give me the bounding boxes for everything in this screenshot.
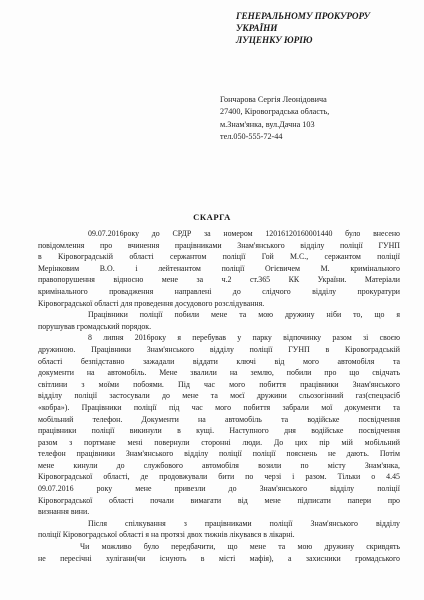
addressee-title: ГЕНЕРАЛЬНОМУ ПРОКУРОРУ [236,11,370,21]
body-line: Кіровоградської області почали вимагати від мене підписати папери про [38,495,400,505]
addressee-block [236,10,416,46]
body-line: разом з портмане мені повернули сторонні люди. До цих пір мій мобільний [38,437,400,447]
body-line: документи на автомобіль. Мене звалили на землю, побили про що свідчать [38,368,400,378]
body-line: Кіровоградської області для проведення досудового розслідування. [38,298,265,308]
sender-name: Гончарова Сергія Леонідовича [220,95,327,104]
body-line: мобільний телефон. Документи на автомобіль та водійське посвідчення [38,414,400,424]
body-line: правопорушення відносно мене за ч.2 ст.365 КК України. Матеріали [38,275,400,285]
body-line: дружиною. Працівники Знам'янського відділу поліції ГУНП в Кіровоградській [38,344,400,354]
body-line: Кіровоградської області, де продовжували бити по черзі і разом. Тільки о 4.45 [38,472,400,482]
body-line: 09.07.2016року до СРДР за номером 12016120160001440 було внесено [88,229,400,238]
body-line: 8 липня 2016року я перебував у парку відпочинку разом зі своєю [88,333,400,343]
document-title: СКАРГА [193,212,231,222]
body-line: Після спілкування з працівниками поліції Знам'янського відділу [88,518,400,528]
body-line: кримінального провадження направлені до слідчого відділу прокуратури [38,286,400,296]
body-line: «кобра»). Працівники поліції під час мого побиття забрали мої документи та [38,402,400,412]
sender-address-line-1: 27400, Кіровоградська область, [220,107,330,117]
body-line: світлини з моїми побоями. Під час мого побиття працівники Знам'янського [38,379,400,389]
body-line: мене кинули до службового автомобіля возили по місту Знам'янка, [38,460,400,470]
body-line: Мерінковим В.О. і лейтенантом поліції Огієвичем М. кримінального [38,263,400,273]
body-line: Чи можливо було передбачити, що мене та мою дружину скривдять [80,542,400,552]
sender-phone: тел.050-555-72-44 [220,132,283,142]
addressee-name: ЛУЦЕНКУ ЮРІЮ [236,35,313,45]
complaint-body [38,228,400,564]
body-line: в Кіровоградській області сержантом поліції Гой М.С., сержантом поліції [38,252,400,262]
body-line: працівники поліції викинули в кущі. Наступного дня водійське посвідчення [38,426,400,436]
body-line: відділу поліції застосували до мене та моєї дружини сльозогінний газ(спецзасіб [38,391,400,401]
body-line: Працівники поліції побили мене та мою дружину ніби то, що я [88,310,400,320]
body-line: повідомлення про вчинення працівниками Знам'янського відділу поліції ГУНП [38,240,400,250]
body-line: поліції Кіровоградської області я на протязі двох тижнів лікувався в лікарні. [38,530,295,540]
body-line: порушував громадський порядок. [38,321,152,331]
body-line: області безпідставно зажадали віддати ключі від мого автомобіля та [38,356,400,366]
body-line: не пересічні хулігани(чи існують в місті мафія), а захисники громадського [38,553,400,563]
addressee-country: УКРАЇНИ [236,23,278,33]
body-line: 09.07.2016 року мене привезли до Знам'янського відділу поліції [38,484,400,494]
body-line: телефон працівники Знам'янського відділу поліції поліції пояснень не дають. Потім [38,449,400,459]
sender-block [220,94,420,144]
body-line: визнання вини. [38,507,90,517]
sender-address-line-2: м.Знам'янка, вул.Дачна 103 [220,119,315,129]
